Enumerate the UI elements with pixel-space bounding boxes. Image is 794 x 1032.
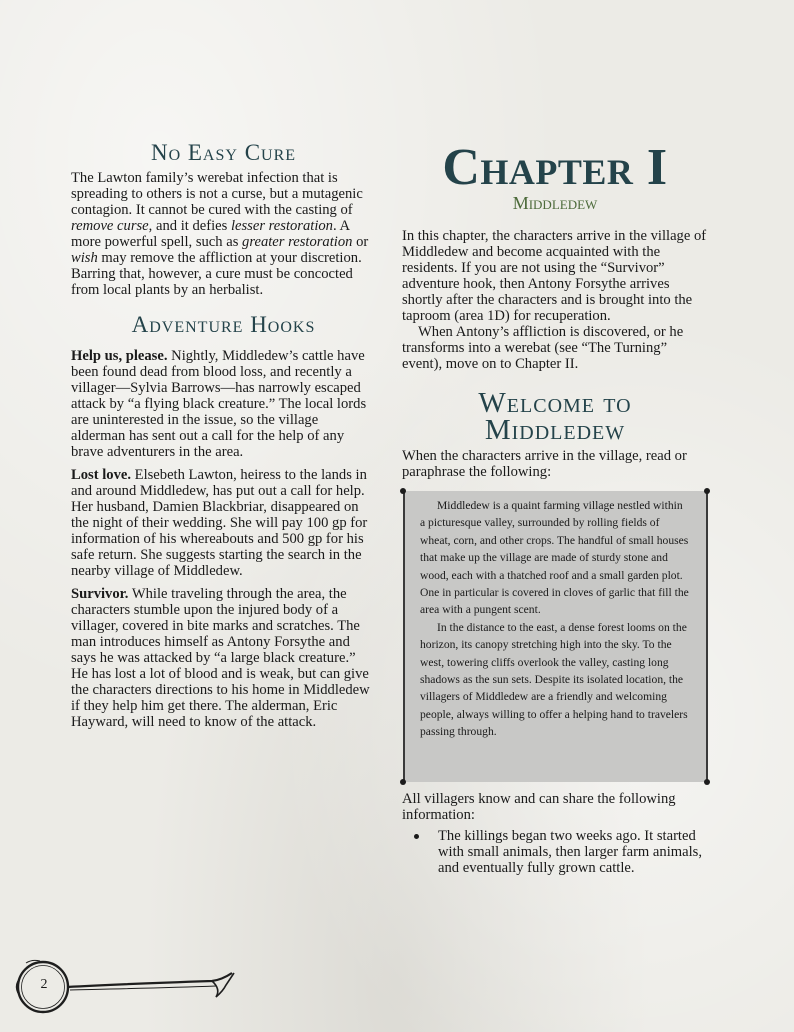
read-aloud-paragraph-2: In the distance to the east, a dense forest looms on the horizon, its canopy stretching high into the sky. To the west, towering cliffs overlook the valley, casting long shadows as the sun sets. Despite its isolated location, the villagers of Middledew are a friendly and welcoming people, always willing to offer a helping hand to travelers passing through. — [420, 620, 688, 739]
welcome-heading-line-1: Welcome to — [478, 387, 632, 419]
box-corner-dot — [704, 779, 710, 785]
hook-title: Lost love. — [71, 467, 131, 483]
list-item — [402, 828, 708, 876]
welcome-heading-line-2: Middledew — [484, 414, 626, 446]
info-bullet-list — [402, 828, 708, 876]
chapter-intro — [402, 228, 708, 372]
hook-text: While traveling through the area, the characters stumble upon the injured body of a villager, covered in bite marks and scratches. The man introduces himself as Antony Forsythe and says he was attacked by “a large black creature.” He has lost a lot of blood and is weak, but can give the characters directions to his home in Middledew if they help him get there. The alderman, Eric Hayward, will need to know of the attack. — [71, 586, 370, 730]
no-easy-cure-paragraph — [71, 170, 376, 298]
read-instruction: When the characters arrive in the village, read or paraphrase the following: — [402, 448, 687, 480]
hook-text: Nightly, Middledew’s cattle have been found dead from blood loss, and recently a villager—Sylvia Barrows—has narrowly escaped attack by “a flying black creature.” The local lords are uninterested in the issue, so the village alderman has sent out a call for the help of any brave adventurers in the area. — [71, 348, 367, 460]
hook-text: Elsebeth Lawton, heiress to the lands in and around Middledew, has put out a call for help. Her husband, Damien Blackbriar, disappeared on the night of their wedding. She will pay 100 gp for information of his whereabouts and 500 gp for his safe return. She suggests starting the search in the nearby village of Middledew. — [71, 467, 368, 579]
box-corner-dot — [400, 488, 406, 494]
read-aloud-box — [403, 491, 708, 782]
adventure-hooks-heading: Adventure Hooks — [131, 312, 316, 337]
no-easy-cure-text — [71, 170, 376, 298]
hook-title: Survivor. — [71, 586, 129, 602]
page-number: 2 — [40, 977, 48, 992]
bullet-text: The killings began two weeks ago. It started with small animals, then larger farm animals, and eventually fully grown cattle. — [438, 828, 702, 876]
read-aloud-paragraph-1: Middledew is a quaint farming village nestled within a picturesque valley, surrounded by rolling fields of wheat, corn, and other crops. The handful of small houses that make up the village are made of sturdy stone and wood, each with a thatched roof and a small garden plot. One in particular is covered in cloves of garlic that fill the area with a pungent scent. — [420, 499, 689, 617]
no-easy-cure-heading: No Easy Cure — [150, 140, 297, 165]
chapter-subtitle: Middledew — [512, 193, 598, 213]
remove-curse-spell: remove curse — [71, 218, 149, 234]
hook-help-us — [71, 348, 376, 460]
cure-text-5: may remove the affliction at your discretion. Barring that, however, a cure must be concocted from local plants by an herbalist. — [71, 250, 362, 298]
bullet-icon — [414, 834, 419, 839]
greater-restoration-spell: greater restoration — [242, 234, 353, 250]
intro-paragraph-2: When Antony’s affliction is discovered, or he transforms into a werebat (see “The Turning” event), move on to Chapter II. — [402, 324, 684, 372]
wish-spell: wish — [71, 250, 98, 266]
cure-text-3: . A more powerful spell, such as — [71, 218, 350, 250]
intro-paragraph-1: In this chapter, the characters arrive in the village of Middledew and become acquainted with the residents. If you are not using the “Survivor” adventure hook, then Antony Forsythe arrives shortly after the characters and is brought into the taproom (area 1D) for recuperation. — [402, 228, 707, 324]
cure-text-4: or — [352, 234, 369, 250]
lesser-restoration-spell: lesser restoration — [230, 218, 333, 234]
chapter-title: Chapter I — [442, 139, 668, 196]
hook-title: Help us, please. — [71, 348, 168, 364]
hook-survivor — [71, 586, 376, 730]
cure-text-1: The Lawton family’s werebat infection that is spreading to others is not a curse, but a mutagenic contagion. It cannot be cured with the casting of — [71, 170, 363, 218]
box-corner-dot — [400, 779, 406, 785]
adventure-hooks-list — [71, 348, 376, 730]
box-corner-dot — [704, 488, 710, 494]
share-info-text: All villagers know and can share the following information: — [402, 791, 676, 823]
hook-lost-love — [71, 467, 376, 579]
cure-text-2: , and it defies — [148, 218, 231, 234]
